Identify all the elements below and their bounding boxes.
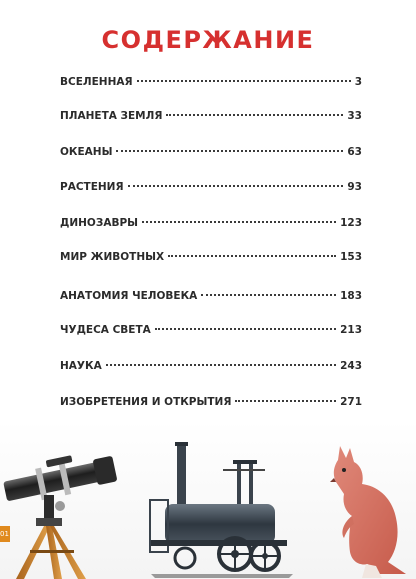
telescope-icon bbox=[0, 440, 125, 579]
steam-locomotive-icon bbox=[145, 440, 295, 579]
toc-entry-page: 213 bbox=[340, 324, 362, 336]
dot-leader bbox=[116, 150, 343, 152]
toc-entry-label: АНАТОМИЯ ЧЕЛОВЕКА bbox=[60, 290, 198, 302]
dot-leader bbox=[166, 114, 343, 116]
toc-entry[interactable] bbox=[60, 396, 362, 412]
toc-entry-page: 123 bbox=[340, 217, 362, 229]
toc-entry-page: 153 bbox=[340, 251, 362, 263]
toc-entry[interactable] bbox=[60, 251, 362, 267]
toc-entry-page: 3 bbox=[354, 76, 362, 88]
kangaroo-icon bbox=[322, 440, 416, 579]
toc-entry[interactable] bbox=[60, 76, 362, 92]
toc-entry-page: 271 bbox=[340, 396, 362, 408]
toc-entry-label: ИЗОБРЕТЕНИЯ И ОТКРЫТИЯ bbox=[60, 396, 232, 408]
toc-entry-page: 63 bbox=[347, 146, 362, 158]
dot-leader bbox=[106, 364, 336, 366]
toc-entry[interactable] bbox=[60, 146, 362, 162]
toc-entry-label: РАСТЕНИЯ bbox=[60, 181, 124, 193]
toc-entry-page: 183 bbox=[340, 290, 362, 302]
dot-leader bbox=[168, 255, 336, 257]
dot-leader bbox=[137, 80, 351, 82]
toc-entry-label: ОКЕАНЫ bbox=[60, 146, 113, 158]
toc-entry-page: 243 bbox=[340, 360, 362, 372]
toc-entry[interactable] bbox=[60, 360, 362, 376]
toc-entry-label: НАУКА bbox=[60, 360, 102, 372]
toc-entry-page: 93 bbox=[347, 181, 362, 193]
page-title: СОДЕРЖАНИЕ bbox=[101, 26, 315, 54]
dot-leader bbox=[235, 400, 336, 402]
toc-entry[interactable] bbox=[60, 181, 362, 197]
toc-entry-label: ЧУДЕСА СВЕТА bbox=[60, 324, 151, 336]
toc-entry[interactable] bbox=[60, 217, 362, 233]
dot-leader bbox=[155, 328, 336, 330]
toc-entry-label: МИР ЖИВОТНЫХ bbox=[60, 251, 165, 263]
dot-leader bbox=[142, 221, 336, 223]
toc-entry-label: ВСЕЛЕННАЯ bbox=[60, 76, 133, 88]
toc-entry[interactable] bbox=[60, 290, 362, 306]
toc-entry-label: ДИНОЗАВРЫ bbox=[60, 217, 139, 229]
toc-entry-label: ПЛАНЕТА ЗЕМЛЯ bbox=[60, 110, 163, 122]
toc-entry[interactable] bbox=[60, 324, 362, 340]
page-section-tab: 01 bbox=[0, 526, 10, 542]
dot-leader bbox=[128, 185, 344, 187]
toc-entry[interactable] bbox=[60, 110, 362, 126]
dot-leader bbox=[201, 294, 336, 296]
toc-entry-page: 33 bbox=[347, 110, 362, 122]
